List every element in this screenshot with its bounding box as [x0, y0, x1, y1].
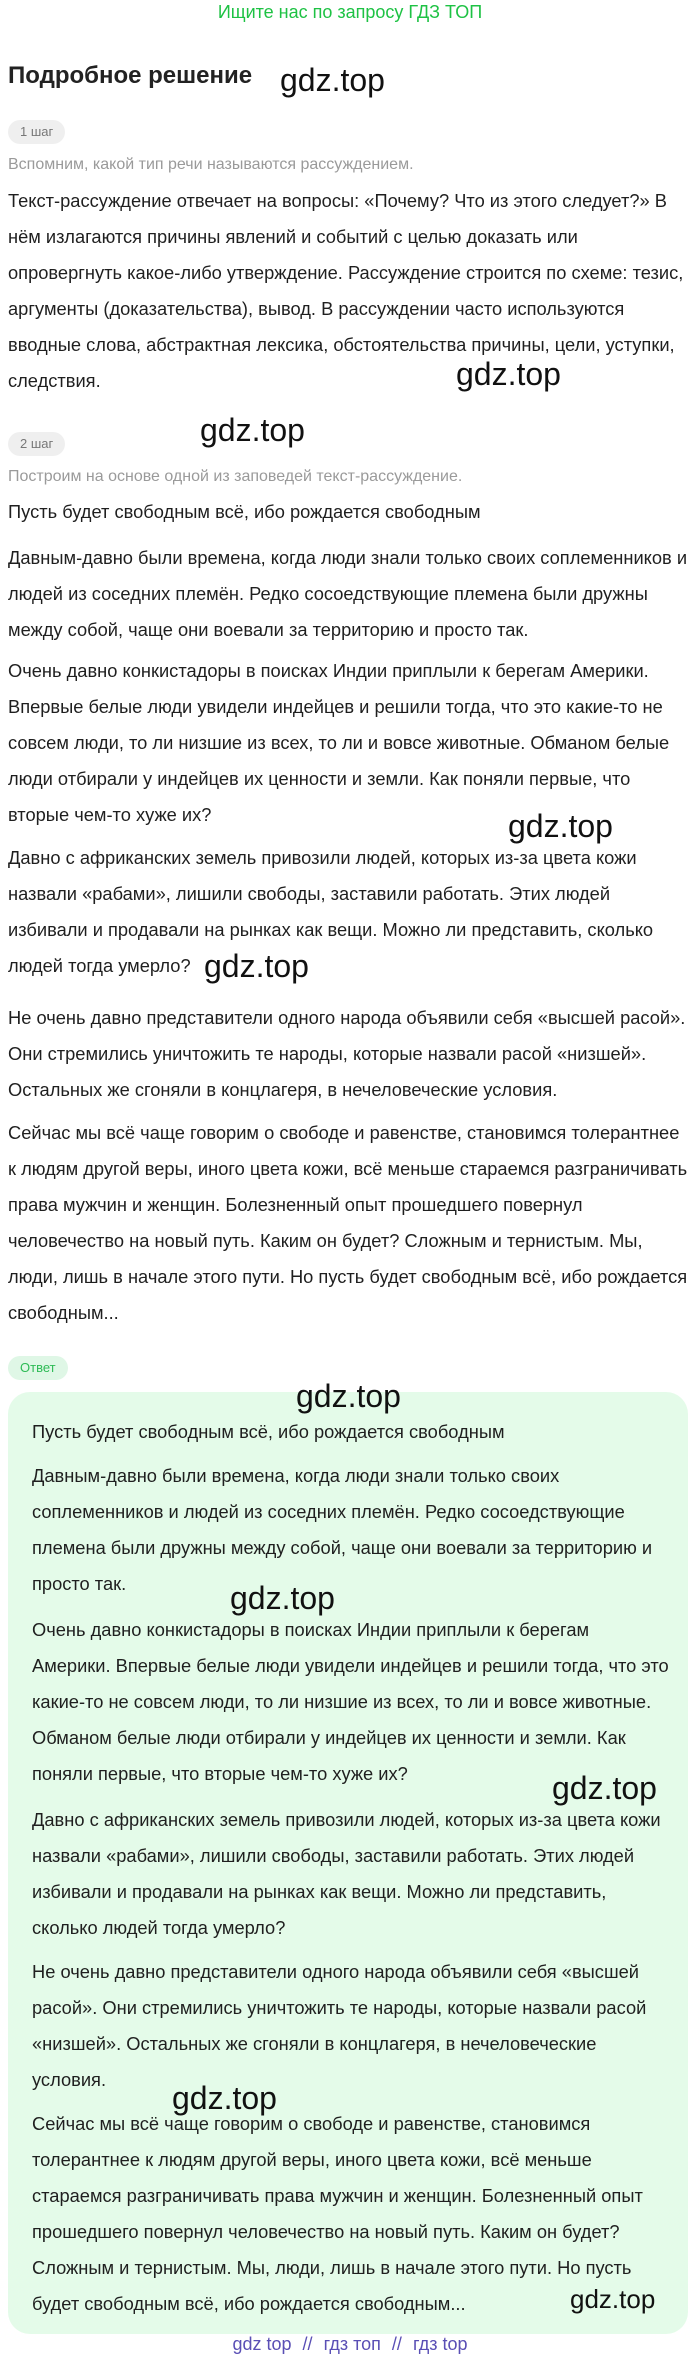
step-badge-1: 1 шаг: [8, 120, 65, 144]
watermark: gdz.top: [570, 2284, 656, 2314]
step-badge-2: 2 шаг: [8, 432, 65, 456]
step-hint-2: Построим на основе одной из заповедей текст-рассуждение.: [8, 468, 463, 485]
watermark: gdz.top: [456, 356, 561, 392]
watermark: gdz.top: [200, 412, 305, 448]
step-paragraph: Текст-рассуждение отвечает на вопросы: «Почему? Что из этого следует?» В нём излагаются причины явлений и событий с целью доказать или опровергнуть какое-либо утверждение. Рассуждение строится по схеме: тезис, аргументы (доказательства), вывод. В рассуждении часто используются вводные слова, абстрактная лексика, обстоятельства причины, цели, уступки, следствия.: [8, 190, 684, 391]
footer-link[interactable]: гдз top: [412, 2334, 468, 2354]
search-banner[interactable]: Ищите нас по запросу ГДЗ ТОП: [217, 2, 483, 22]
watermark: gdz.top: [552, 1770, 657, 1806]
answer-paragraph: Очень давно конкистадоры в поисках Индии приплыли к берегам Америки. Впервые белые люди увидели индейцев и решили тогда, что это какие-то не совсем люди, то ли низшие из всех, то ли и вовсе животные. Обманом белые люди отбирали у индейцев их ценности и земли. Как поняли первые, что вторые чем-то хуже их?: [32, 1619, 669, 1784]
step-paragraph: Пусть будет свободным всё, ибо рождается свободным: [8, 501, 481, 522]
answer-paragraph: Не очень давно представители одного народа объявили себя «высшей расой». Они стремились уничтожить те народы, которые назвали расой «низшей». Остальных же сгоняли в концлагеря, в нечеловеческие условия.: [32, 1961, 647, 2090]
answer-badge: Ответ: [8, 1356, 68, 1380]
footer-link[interactable]: гдз топ: [323, 2334, 381, 2354]
watermark: gdz.top: [230, 1580, 335, 1616]
step-paragraph: Сейчас мы всё чаще говорим о свободе и равенстве, становимся толерантнее к людям другой веры, иного цвета кожи, всё меньше стараемся разграничивать права мужчин и женщин. Болезненный опыт прошедшего повернул человечество на новый путь. Каким он будет? Сложным и тернистым. Мы, люди, лишь в начале этого пути. Но пусть будет свободным всё, ибо рождается свободным...: [8, 1122, 688, 1323]
watermark: gdz.top: [172, 2080, 277, 2116]
footer-links: [0, 2332, 700, 2356]
footer-separator: //: [391, 2334, 402, 2354]
answer-paragraph: Давным-давно были времена, когда люди знали только своих соплеменников и людей из соседних племён. Редко сосоедствующие племена были дружны между собой, чаще они воевали за территорию и просто так.: [32, 1465, 653, 1594]
step-paragraph: Очень давно конкистадоры в поисках Индии приплыли к берегам Америки. Впервые белые люди увидели индейцев и решили тогда, что это какие-то не совсем люди, то ли низшие из всех, то ли и вовсе животные. Обманом белые люди отбирали у индейцев их ценности и земли. Как поняли первые, что вторые чем-то хуже их?: [8, 660, 670, 825]
watermark: gdz.top: [296, 1378, 401, 1414]
step-hint-1: Вспомним, какой тип речи называются рассуждением.: [8, 156, 414, 173]
answer-paragraph: Пусть будет свободным всё, ибо рождается свободным: [32, 1421, 505, 1442]
watermark: gdz.top: [280, 62, 385, 98]
step-paragraph: Не очень давно представители одного народа объявили себя «высшей расой». Они стремились уничтожить те народы, которые назвали расой «низшей». Остальных же сгоняли в концлагеря, в нечеловеческие условия.: [8, 1007, 686, 1100]
answer-paragraph: Давно с африканских земель привозили людей, которых из-за цвета кожи назвали «рабами», лишили свободы, заставили работать. Этих людей избивали и продавали на рынках как вещи. Можно ли представить, сколько людей тогда умерло?: [32, 1809, 661, 1938]
footer-separator: //: [302, 2334, 313, 2354]
section-title: Подробное решение: [8, 62, 253, 89]
step-paragraph: Давным-давно были времена, когда люди знали только своих соплеменников и людей из соседних племён. Редко сосоедствующие племена были дружны между собой, чаще они воевали за территорию и просто так.: [8, 547, 688, 640]
footer-link[interactable]: gdz top: [232, 2334, 292, 2354]
step-paragraph: Давно с африканских земель привозили людей, которых из-за цвета кожи назвали «рабами», лишили свободы, заставили работать. Этих людей избивали и продавали на рынках как вещи. Можно ли представить, сколько людей тогда умерло?: [8, 847, 654, 976]
watermark: gdz.top: [508, 808, 613, 844]
watermark: gdz.top: [204, 948, 309, 984]
answer-paragraph: Сейчас мы всё чаще говорим о свободе и равенстве, становимся толерантнее к людям другой веры, иного цвета кожи, всё меньше стараемся разграничивать права мужчин и женщин. Болезненный опыт прошедшего повернул человечество на новый путь. Каким он будет? Сложным и тернистым. Мы, люди, лишь в начале этого пути. Но пусть будет свободным всё, ибо рождается свободным...: [32, 2113, 643, 2314]
